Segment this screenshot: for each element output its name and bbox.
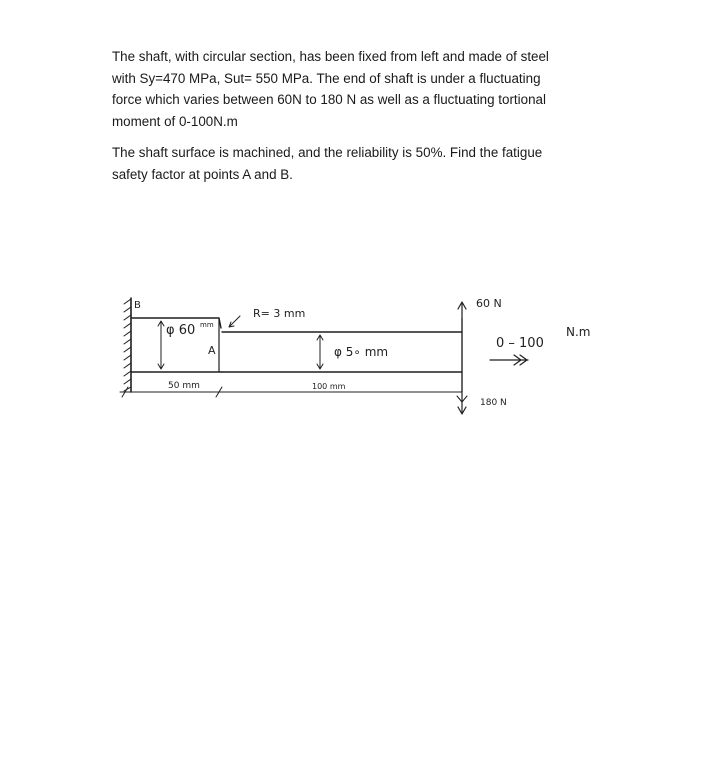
force-arrow — [457, 302, 467, 414]
large-diameter-unit: mm — [200, 321, 214, 329]
large-diameter-label: φ 60 — [166, 323, 196, 338]
label-a: A — [208, 344, 216, 357]
question-line: The shaft surface is machined, and the reliability is 50%. Find the fatigue — [112, 145, 543, 160]
diameter-arrow-large — [158, 321, 164, 369]
problem-line: The shaft, with circular section, has been fixed from left and made of steel — [112, 49, 549, 64]
fixed-wall — [124, 298, 131, 392]
problem-line: with Sy=470 MPa, Sut= 550 MPa. The end of shaft is under a fluctuating — [112, 70, 541, 86]
torque-range-label: 0 – 100 — [496, 336, 544, 351]
force-top-label: 60 N — [476, 297, 502, 310]
radius-leader — [229, 316, 240, 327]
question-line: safety factor at points A and B. — [112, 166, 293, 182]
radius-label: R= 3 mm — [253, 307, 306, 320]
right-length-label: 100 mm — [312, 382, 346, 391]
small-diameter-label: φ 5∘ mm — [334, 345, 389, 359]
torque-double-arrow-icon — [490, 355, 528, 365]
label-b: B — [134, 300, 141, 311]
problem-line: force which varies between 60N to 180 N as well as a fluctuating tortional — [112, 92, 546, 107]
force-bottom-label: 180 N — [480, 398, 507, 408]
left-length-label: 50 mm — [168, 381, 200, 391]
torque-unit-label: N.m — [566, 325, 591, 339]
diameter-arrow-small — [317, 335, 323, 369]
problem-line: moment of 0-100N.m — [112, 113, 238, 129]
